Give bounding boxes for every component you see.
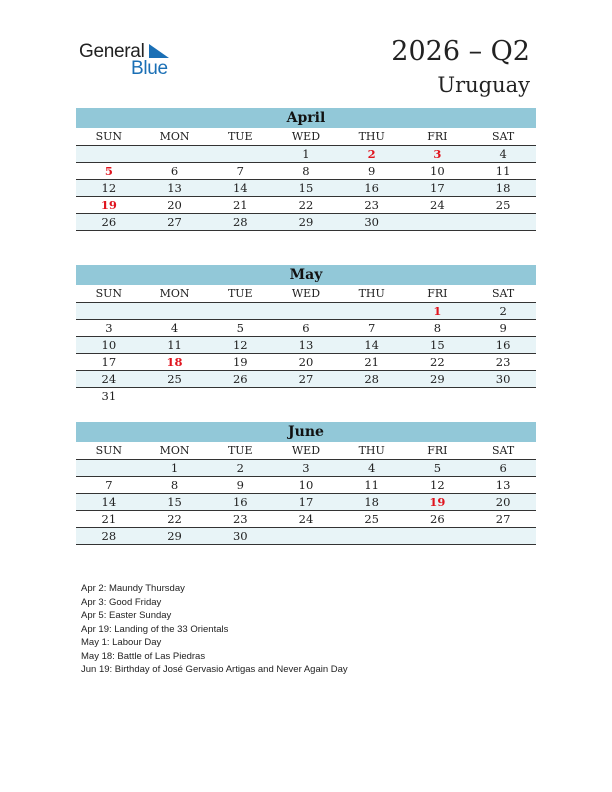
- empty-day-cell: [405, 388, 471, 405]
- day-cell: 18: [339, 494, 405, 511]
- day-cell: 14: [339, 337, 405, 354]
- day-cell: 3: [405, 146, 471, 163]
- weekday-header: FRI: [405, 285, 471, 303]
- day-cell: 7: [339, 320, 405, 337]
- day-cell: 7: [76, 477, 142, 494]
- month-may: [76, 265, 536, 404]
- day-cell: 30: [207, 528, 273, 545]
- day-cell: 11: [339, 477, 405, 494]
- weekday-header: SUN: [76, 285, 142, 303]
- day-cell: 29: [405, 371, 471, 388]
- empty-day-cell: [405, 214, 471, 231]
- country-name: Uruguay: [437, 73, 530, 97]
- day-cell: 2: [470, 303, 536, 320]
- day-cell: 17: [76, 354, 142, 371]
- day-cell: 1: [273, 146, 339, 163]
- day-cell: 6: [142, 163, 208, 180]
- day-cell: 4: [142, 320, 208, 337]
- week-row: [76, 214, 536, 231]
- empty-day-cell: [339, 303, 405, 320]
- day-cell: 2: [339, 146, 405, 163]
- weekday-header: THU: [339, 285, 405, 303]
- holiday-item: May 1: Labour Day: [81, 637, 162, 648]
- empty-day-cell: [339, 528, 405, 545]
- day-cell: 21: [76, 511, 142, 528]
- day-cell: 27: [470, 511, 536, 528]
- day-cell: 5: [76, 163, 142, 180]
- day-cell: 17: [273, 494, 339, 511]
- empty-day-cell: [405, 528, 471, 545]
- day-cell: 1: [142, 460, 208, 477]
- week-row: [76, 511, 536, 528]
- week-row: [76, 371, 536, 388]
- day-cell: 7: [207, 163, 273, 180]
- day-cell: 6: [273, 320, 339, 337]
- day-cell: 10: [273, 477, 339, 494]
- day-cell: 15: [405, 337, 471, 354]
- day-cell: 9: [207, 477, 273, 494]
- day-cell: 1: [405, 303, 471, 320]
- month-name: May: [76, 265, 536, 285]
- month-april: [76, 108, 536, 231]
- weekday-header: WED: [273, 442, 339, 460]
- weekday-header: THU: [339, 442, 405, 460]
- week-row: [76, 163, 536, 180]
- calendar-grid: [76, 285, 536, 404]
- day-cell: 26: [207, 371, 273, 388]
- holiday-item: Apr 3: Good Friday: [81, 596, 162, 608]
- holiday-item: Apr 5: Easter Sunday: [81, 610, 172, 621]
- empty-day-cell: [76, 303, 142, 320]
- day-cell: 19: [207, 354, 273, 371]
- empty-day-cell: [273, 303, 339, 320]
- weekday-header: TUE: [207, 128, 273, 146]
- day-cell: 26: [76, 214, 142, 231]
- logo-text-blue: Blue: [131, 58, 168, 79]
- empty-day-cell: [207, 303, 273, 320]
- weekday-header: TUE: [207, 285, 273, 303]
- day-cell: 22: [142, 511, 208, 528]
- day-cell: 10: [405, 163, 471, 180]
- day-cell: 4: [470, 146, 536, 163]
- day-cell: 28: [76, 528, 142, 545]
- day-cell: 4: [339, 460, 405, 477]
- day-cell: 18: [142, 354, 208, 371]
- week-row: [76, 180, 536, 197]
- holiday-list: [81, 582, 348, 677]
- weekday-header: SUN: [76, 442, 142, 460]
- day-cell: 16: [339, 180, 405, 197]
- day-cell: 31: [101, 389, 117, 403]
- empty-day-cell: [142, 303, 208, 320]
- month-name: June: [76, 422, 536, 442]
- day-cell: 13: [470, 477, 536, 494]
- day-cell: 11: [142, 337, 208, 354]
- day-cell: 24: [405, 197, 471, 214]
- empty-day-cell: [142, 388, 208, 405]
- calendar-grid: [76, 442, 536, 545]
- week-row: [76, 303, 536, 320]
- day-cell: 15: [273, 180, 339, 197]
- month-name: April: [76, 108, 536, 128]
- week-row: [76, 320, 536, 337]
- weekday-header: WED: [273, 285, 339, 303]
- day-cell: 27: [142, 214, 208, 231]
- empty-day-cell: [273, 528, 339, 545]
- day-cell: 24: [273, 511, 339, 528]
- day-cell: 19: [76, 197, 142, 214]
- day-cell: 10: [76, 337, 142, 354]
- week-row: [76, 146, 536, 163]
- week-row: [76, 528, 536, 545]
- day-cell: 26: [405, 511, 471, 528]
- holiday-item: Apr 2: Maundy Thursday: [81, 583, 185, 594]
- holiday-item: May 18: Battle of Las Piedras: [81, 650, 206, 662]
- weekday-header: SUN: [76, 128, 142, 146]
- day-cell: 21: [207, 197, 273, 214]
- day-cell: 25: [339, 511, 405, 528]
- empty-day-cell: [273, 388, 339, 405]
- page-title: 2026 – Q2: [391, 36, 530, 67]
- empty-day-cell: [76, 146, 142, 163]
- day-cell: 20: [142, 197, 208, 214]
- day-cell: 29: [273, 214, 339, 231]
- week-row: [76, 460, 536, 477]
- day-cell: 28: [339, 371, 405, 388]
- empty-day-cell: [470, 388, 536, 405]
- weekday-header: WED: [273, 128, 339, 146]
- empty-day-cell: [207, 388, 273, 405]
- day-cell: 18: [470, 180, 536, 197]
- day-cell: 22: [273, 197, 339, 214]
- day-cell: 20: [273, 354, 339, 371]
- weekday-header: SAT: [470, 128, 536, 146]
- empty-day-cell: [142, 146, 208, 163]
- day-cell: 24: [76, 371, 142, 388]
- empty-day-cell: [470, 528, 536, 545]
- day-cell: 5: [207, 320, 273, 337]
- weekday-header: SAT: [470, 442, 536, 460]
- day-cell: 21: [339, 354, 405, 371]
- empty-day-cell: [207, 146, 273, 163]
- day-cell: 23: [207, 511, 273, 528]
- weekday-header: TUE: [207, 442, 273, 460]
- day-cell: 5: [405, 460, 471, 477]
- day-cell: 17: [405, 180, 471, 197]
- day-cell: 25: [470, 197, 536, 214]
- weekday-header: FRI: [405, 128, 471, 146]
- calendar-grid: [76, 128, 536, 231]
- day-cell: 13: [142, 180, 208, 197]
- empty-day-cell: [339, 388, 405, 405]
- week-row: [76, 337, 536, 354]
- day-cell: 28: [207, 214, 273, 231]
- empty-day-cell: [76, 460, 142, 477]
- empty-day-cell: [470, 214, 536, 231]
- day-cell: 30: [470, 371, 536, 388]
- day-cell: 14: [207, 180, 273, 197]
- day-cell: 22: [405, 354, 471, 371]
- day-cell: 20: [470, 494, 536, 511]
- day-cell: 25: [142, 371, 208, 388]
- week-row: [76, 197, 536, 214]
- day-cell: 12: [207, 337, 273, 354]
- day-cell: 12: [76, 180, 142, 197]
- holiday-item: Apr 19: Landing of the 33 Orientals: [81, 623, 229, 635]
- day-cell: 2: [207, 460, 273, 477]
- day-cell: 6: [470, 460, 536, 477]
- day-cell: 19: [405, 494, 471, 511]
- day-cell: 11: [470, 163, 536, 180]
- month-june: [76, 422, 536, 545]
- day-cell: 8: [405, 320, 471, 337]
- weekday-header: MON: [142, 285, 208, 303]
- day-cell: 29: [142, 528, 208, 545]
- weekday-header: THU: [339, 128, 405, 146]
- day-cell: 23: [470, 354, 536, 371]
- weekday-header: FRI: [405, 442, 471, 460]
- week-row: [76, 388, 536, 405]
- day-cell: 9: [339, 163, 405, 180]
- day-cell: 30: [339, 214, 405, 231]
- day-cell: 16: [470, 337, 536, 354]
- weekday-header: MON: [142, 128, 208, 146]
- logo-text-general: General: [79, 41, 145, 62]
- logo: [79, 41, 179, 81]
- weekday-header: MON: [142, 442, 208, 460]
- day-cell: 15: [142, 494, 208, 511]
- day-cell: 13: [273, 337, 339, 354]
- holiday-item: Jun 19: Birthday of José Gervasio Artigas and Never Again Day: [81, 664, 348, 675]
- day-cell: 14: [76, 494, 142, 511]
- day-cell: 3: [76, 320, 142, 337]
- day-cell: 9: [470, 320, 536, 337]
- day-cell: 23: [339, 197, 405, 214]
- weekday-header: SAT: [470, 285, 536, 303]
- day-cell: 8: [142, 477, 208, 494]
- day-cell: 27: [273, 371, 339, 388]
- week-row: [76, 354, 536, 371]
- day-cell: 8: [273, 163, 339, 180]
- day-cell: 3: [273, 460, 339, 477]
- week-row: [76, 477, 536, 494]
- week-row: [76, 494, 536, 511]
- day-cell: 12: [405, 477, 471, 494]
- day-cell: 16: [207, 494, 273, 511]
